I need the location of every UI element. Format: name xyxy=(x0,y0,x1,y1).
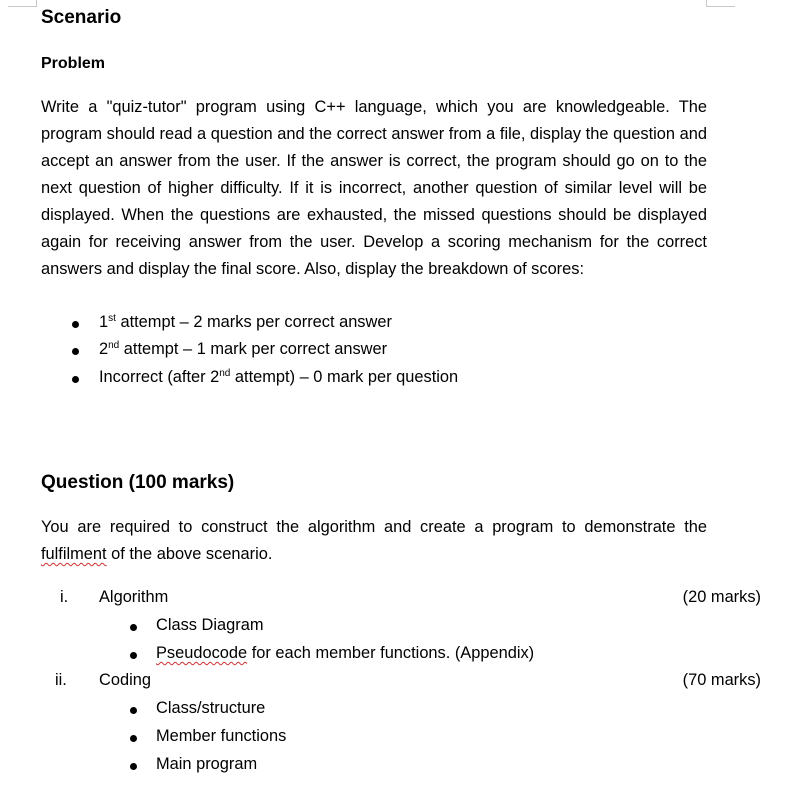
section-marks: (20 marks) xyxy=(682,588,761,606)
bullet-dot xyxy=(72,348,79,355)
score-breakdown-item: Incorrect (after 2nd attempt) – 0 mark per question xyxy=(99,368,459,386)
page-corner-mark-left xyxy=(8,0,37,7)
bullet-dot xyxy=(130,652,137,659)
question-heading: Question (100 marks) xyxy=(41,472,235,493)
spelling-flagged-word[interactable]: fulfilment xyxy=(41,545,107,563)
problem-heading: Problem xyxy=(41,55,106,72)
section-item: Class Diagram xyxy=(156,616,264,634)
section-item: Member functions xyxy=(156,727,287,745)
question-paragraph: You are required to construct the algorithm and create a program to demonstrate the fulfilment of the above scenario. xyxy=(41,518,707,563)
section-item: Main program xyxy=(156,755,258,773)
bullet-dot xyxy=(130,624,137,631)
bullet-dot xyxy=(72,376,79,383)
bullet-dot xyxy=(130,707,137,714)
scenario-heading: Scenario xyxy=(41,7,122,28)
problem-paragraph: Write a "quiz-tutor" program using C++ language, which you are knowledgeable. The program should read a question and the correct answer from a file, display the question and accept an answer from the user. If the answer is correct, the program should go on to the next question of higher difficulty. If it is incorrect, another question of similar level will be displayed. When the questions are exhausted, the missed questions should be displayed again for receiving answer from the user. Develop a scoring mechanism for the correct answers and display the final score. Also, display the breakdown of scores: xyxy=(41,98,707,278)
score-breakdown-item: 1st attempt – 2 marks per correct answer xyxy=(99,313,392,331)
spelling-flagged-word[interactable]: Pseudocode xyxy=(156,644,248,662)
bullet-dot xyxy=(130,763,137,770)
section-title: Coding xyxy=(99,671,151,689)
page-corner-mark-right xyxy=(706,0,735,7)
bullet-dot xyxy=(72,321,79,328)
section-marks: (70 marks) xyxy=(682,671,761,689)
score-breakdown-item: 2nd attempt – 1 mark per correct answer xyxy=(99,340,388,358)
section-item: Pseudocode for each member functions. (Appendix) xyxy=(156,644,535,662)
section-title: Algorithm xyxy=(99,588,169,606)
bullet-dot xyxy=(130,735,137,742)
section-numeral: i. xyxy=(60,588,69,606)
section-numeral: ii. xyxy=(55,671,67,689)
section-item: Class/structure xyxy=(156,699,266,717)
